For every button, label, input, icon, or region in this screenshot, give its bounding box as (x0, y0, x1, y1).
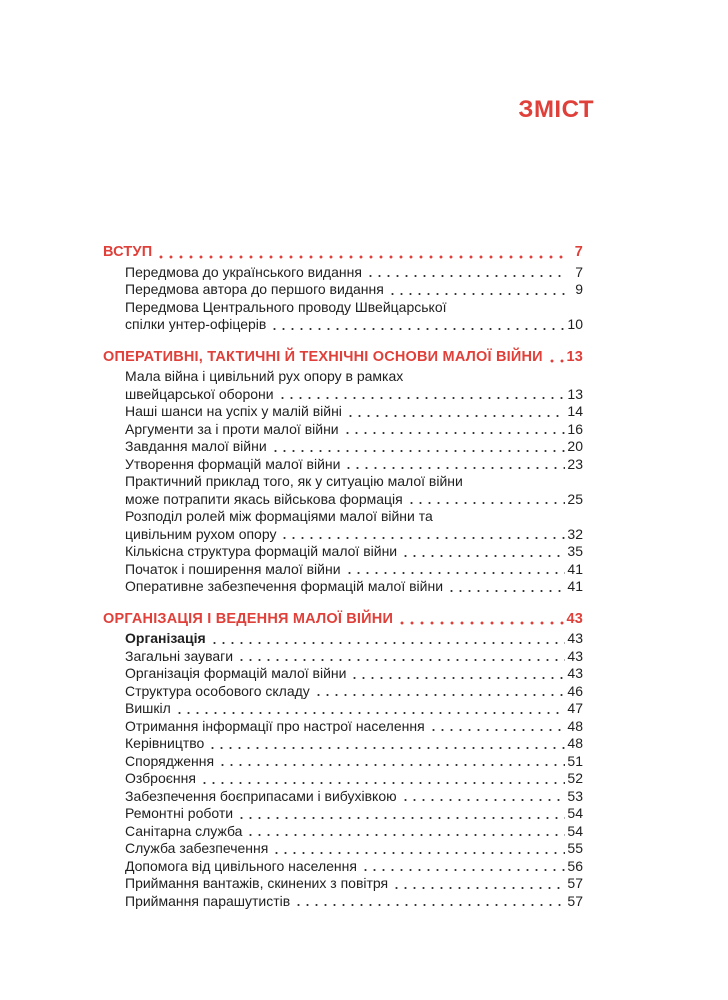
toc-entry-row (125, 683, 583, 701)
dot-leader (294, 895, 565, 907)
dot-leader (270, 319, 565, 331)
toc-entry[interactable] (103, 508, 583, 543)
section-heading-page: 43 (566, 610, 583, 627)
dot-leader (429, 720, 566, 732)
toc-entry-label: спілки унтер-офіцерів (125, 316, 267, 332)
toc-entry[interactable] (103, 858, 583, 876)
dot-leader (156, 247, 567, 259)
dot-leader (272, 843, 565, 855)
toc-entry-page: 35 (567, 543, 583, 559)
toc-entry-row (125, 875, 583, 893)
toc-entry-row (125, 893, 583, 911)
toc-entry-label: Приймання парашутистів (125, 892, 291, 909)
dot-leader (237, 808, 565, 820)
dot-leader (210, 633, 566, 645)
toc-entry-page: 9 (575, 281, 583, 297)
toc-entry-row (125, 421, 583, 439)
toc-entry[interactable] (103, 893, 583, 911)
toc-entry-row (125, 805, 583, 823)
toc-entry-page: 13 (567, 385, 583, 402)
dot-leader (200, 773, 565, 785)
toc-entry[interactable] (103, 578, 583, 596)
toc-section-heading[interactable] (103, 349, 583, 367)
toc-entry[interactable] (103, 630, 583, 648)
toc-entry-row (125, 456, 583, 474)
toc-entry[interactable] (103, 403, 583, 421)
dot-leader (175, 703, 566, 715)
dot-leader (208, 738, 565, 750)
toc-entry-label: Керівництво (125, 735, 205, 751)
toc-entry-row (125, 561, 583, 579)
toc-entry-page: 57 (567, 875, 583, 891)
toc-entry-label: Початок і поширення малої війни (125, 560, 341, 577)
toc-entry-label: Передмова автора до першого видання (125, 281, 384, 297)
toc-entry-row (125, 438, 583, 456)
toc-entry-page: 43 (567, 630, 583, 646)
page-title: ЗМІСТ (518, 96, 594, 123)
toc-entry-label: може потрапити якась військова формація (125, 490, 403, 507)
toc-entry-label-line1: Розподіл ролей між формаціями малої війни та (125, 508, 433, 524)
toc-entry-label: Організація формацій малої війни (125, 665, 347, 681)
toc-entry-row (125, 840, 583, 858)
toc-entry-label: Отримання інформації про настрої населення (125, 717, 425, 734)
toc-entry-page: 46 (567, 682, 583, 699)
toc-entry[interactable] (103, 840, 583, 858)
dot-leader (314, 685, 566, 697)
toc-entry[interactable] (103, 299, 583, 334)
toc-entry-page: 47 (567, 700, 583, 716)
toc-entry-row (125, 281, 583, 299)
toc-entry[interactable] (103, 718, 583, 736)
toc-entry-page: 48 (567, 717, 583, 734)
table-of-contents (103, 244, 583, 925)
dot-leader (271, 441, 566, 453)
toc-entry-page: 14 (567, 403, 583, 419)
toc-entry-page: 53 (567, 787, 583, 804)
toc-entry-label-line1: Передмова Центрального проводу Швейцарської (125, 298, 447, 315)
dot-leader (361, 860, 565, 872)
toc-entry-row (125, 630, 583, 648)
toc-entry-label: Забезпечення боєприпасами і вибухівкою (125, 787, 397, 804)
toc-entry-label: Приймання вантажів, скинених з повітря (125, 875, 389, 891)
toc-entry[interactable] (103, 753, 583, 771)
toc-section (103, 349, 583, 596)
toc-entry-row (125, 403, 583, 421)
dot-leader (350, 668, 565, 680)
section-heading-label: ОПЕРАТИВНІ, ТАКТИЧНІ Й ТЕХНІЧНІ ОСНОВИ МАЛОЇ ВІЙНИ (103, 348, 543, 365)
section-heading-label: ОРГАНІЗАЦІЯ І ВЕДЕННЯ МАЛОЇ ВІЙНИ (103, 610, 394, 627)
toc-entry-page: 56 (567, 857, 583, 874)
toc-entry-row (125, 526, 583, 544)
toc-entry-page: 32 (567, 525, 583, 542)
toc-entry-row (125, 386, 583, 404)
toc-entry[interactable] (103, 421, 583, 439)
toc-entry-row (125, 665, 583, 683)
toc-entry-label: Завдання малої війни (125, 438, 267, 454)
dot-leader (345, 563, 566, 575)
toc-entry-label-line1: Практичний приклад того, як у ситуацію малої війни (125, 473, 463, 489)
section-heading-label: ВСТУП (103, 244, 153, 260)
toc-entry-label: швейцарської оборони (125, 385, 274, 402)
toc-entry[interactable] (103, 788, 583, 806)
toc-entry-row (125, 735, 583, 753)
toc-entry-label: Служба забезпечення (125, 840, 269, 856)
toc-entry-page: 57 (567, 892, 583, 909)
toc-entry[interactable] (103, 438, 583, 456)
dot-leader (366, 266, 567, 278)
toc-entry-row (125, 264, 583, 282)
toc-entry[interactable] (103, 281, 583, 299)
toc-entry[interactable] (103, 561, 583, 579)
toc-section-heading[interactable] (103, 244, 583, 262)
toc-entry-page: 41 (567, 560, 583, 577)
toc-entry-page: 52 (567, 770, 583, 786)
toc-section-heading[interactable] (103, 611, 583, 629)
toc-entry-page: 43 (567, 647, 583, 664)
toc-entry-row (125, 858, 583, 876)
toc-entry-label: Озброєння (125, 770, 196, 786)
toc-entry-row (125, 700, 583, 718)
toc-entry-label-line1: Мала війна і цивільний рух опору в рамках (125, 368, 404, 384)
dot-leader (343, 423, 566, 435)
toc-entry[interactable] (103, 823, 583, 841)
toc-entry[interactable] (103, 875, 583, 893)
dot-leader (447, 581, 565, 593)
toc-entry-label: Ремонтні роботи (125, 805, 234, 821)
dot-leader (388, 284, 567, 296)
toc-entry[interactable] (103, 543, 583, 561)
dot-leader (392, 878, 565, 890)
toc-section (103, 244, 583, 334)
toc-entry-page: 25 (567, 490, 583, 507)
toc-entry-row (125, 788, 583, 806)
toc-entry-label: Оперативне забезпечення формацій малої війни (125, 578, 444, 594)
dot-leader (344, 458, 565, 470)
toc-entry[interactable] (103, 700, 583, 718)
toc-entry-label: Кількісна структура формацій малої війни (125, 543, 398, 559)
toc-entry-page: 41 (567, 578, 583, 594)
toc-entry-label: Допомога від цивільного населення (125, 857, 357, 874)
toc-entry-label: цивільним рухом опору (125, 525, 277, 542)
dot-leader (407, 493, 566, 505)
toc-entry[interactable] (103, 770, 583, 788)
toc-entry-page: 51 (567, 752, 583, 769)
toc-entry[interactable] (103, 264, 583, 282)
dot-leader (346, 406, 566, 418)
toc-entry-row (125, 491, 583, 509)
toc-entry-label: Спорядження (125, 752, 215, 769)
toc-entry-label: Передмова до українського видання (125, 263, 362, 280)
dot-leader (218, 755, 565, 767)
dot-leader (397, 613, 564, 625)
toc-entry[interactable] (103, 473, 583, 508)
dot-leader (237, 650, 565, 662)
toc-entry-page: 20 (567, 438, 583, 454)
toc-entry-label: Утворення формацій малої війни (125, 455, 341, 472)
toc-entry-page: 10 (567, 316, 583, 332)
dot-leader (547, 351, 565, 363)
toc-entry[interactable] (103, 648, 583, 666)
toc-entry-page: 48 (567, 735, 583, 751)
toc-entry-page: 54 (567, 822, 583, 839)
toc-entry[interactable] (103, 368, 583, 403)
toc-entry-label: Наші шанси на успіх у малій війні (125, 403, 342, 419)
toc-entry-page: 7 (575, 263, 583, 280)
toc-entry-label: Аргументи за і проти малої війни (125, 420, 339, 437)
toc-entry[interactable] (103, 805, 583, 823)
toc-entry-row (125, 718, 583, 736)
toc-entry-row (125, 316, 583, 334)
toc-section (103, 611, 583, 911)
toc-entry-label: Вишкіл (125, 700, 171, 716)
toc-entry-page: 55 (567, 840, 583, 856)
dot-leader (278, 388, 566, 400)
dot-leader (401, 546, 565, 558)
toc-entry-row (125, 648, 583, 666)
toc-entry[interactable] (103, 456, 583, 474)
dot-leader (280, 528, 565, 540)
section-heading-page: 7 (574, 244, 583, 260)
toc-entry-row (125, 543, 583, 561)
toc-entry-row (125, 823, 583, 841)
section-heading-page: 13 (566, 348, 583, 365)
toc-entry-page: 23 (567, 455, 583, 472)
dot-leader (401, 790, 566, 802)
toc-entry[interactable] (103, 735, 583, 753)
toc-entry-label: Організація (125, 630, 206, 646)
toc-entry-label: Санітарна служба (125, 822, 243, 839)
toc-entry-row (125, 770, 583, 788)
toc-entry-label: Загальні зауваги (125, 647, 234, 664)
toc-entry-page: 16 (567, 420, 583, 437)
toc-entry-row (125, 578, 583, 596)
dot-leader (246, 825, 565, 837)
toc-entry-page: 43 (567, 665, 583, 681)
toc-entry-page: 54 (567, 805, 583, 821)
toc-entry[interactable] (103, 665, 583, 683)
toc-entry-row (125, 753, 583, 771)
toc-entry-label: Структура особового складу (125, 682, 310, 699)
toc-entry[interactable] (103, 683, 583, 701)
